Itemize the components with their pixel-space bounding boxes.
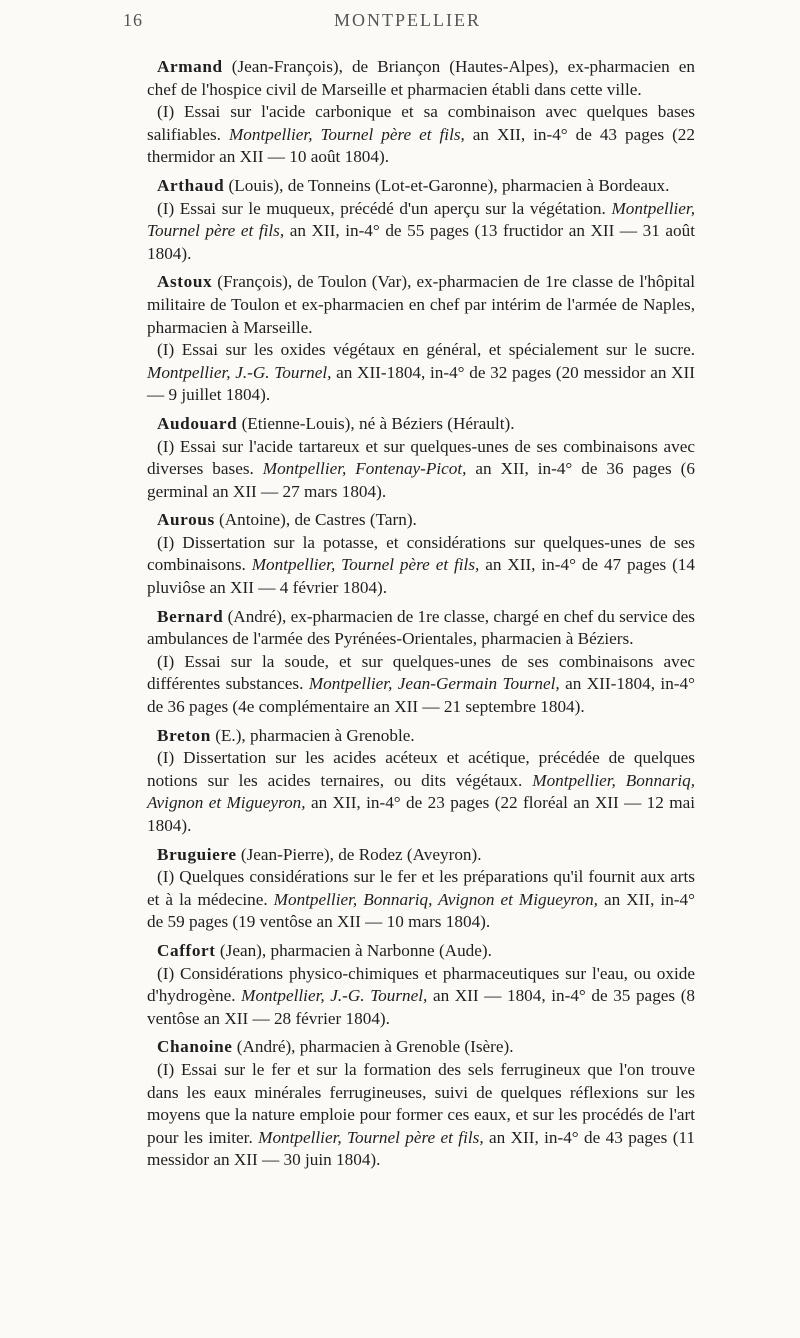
page-number: 16 — [123, 10, 143, 30]
entry — [147, 844, 695, 934]
entry-heading — [147, 844, 695, 867]
work-details: an XII, in-4° de 43 pages (11 messidor an XII — 30 juin 1804). — [147, 1127, 695, 1170]
entry — [147, 940, 695, 1030]
entry — [147, 509, 695, 599]
author-description: (Etienne-Louis), né à Béziers (Hérault). — [237, 413, 515, 433]
work-details: an XII, in-4° de 47 pages (14 pluviôse an XII — 4 février 1804). — [147, 555, 695, 598]
work-imprint: Montpellier, Tournel père et fils, — [228, 124, 465, 144]
work-title: (I) Quelques considérations sur le fer et les préparations qu'il fournit aux arts et à la médecine. — [147, 867, 695, 909]
work-details: an XII, in-4° de 43 pages (22 thermidor an XII — 10 août 1804). — [147, 124, 695, 167]
author-name: Caffort — [157, 940, 216, 960]
entry — [147, 725, 695, 838]
work-imprint: Montpellier, J.-G. Tournel, — [241, 986, 428, 1006]
work-imprint: Montpellier, Jean-Germain Tournel, — [308, 674, 560, 694]
entry-heading — [147, 56, 695, 101]
entry-heading — [147, 509, 695, 532]
entry-heading — [147, 413, 695, 436]
work-citation — [147, 866, 695, 934]
work-citation — [147, 532, 695, 600]
work-details: an XII — 1804, in-4° de 35 pages (8 ventôse an XII — 28 février 1804). — [147, 986, 696, 1028]
work-title: (I) Essai sur l'acide tartareux et sur quelques-unes de ses combinaisons avec diverses bases. — [147, 436, 695, 479]
entry-heading — [147, 271, 695, 339]
author-name: Bernard — [157, 606, 224, 626]
entry — [147, 56, 695, 169]
work-title: (I) Essai sur l'acide carbonique et sa combinaison avec quelques bases salifiables. — [147, 102, 695, 144]
work-title: (I) Dissertation sur la potasse, et considérations sur quelques-unes de ses combinaisons. — [147, 532, 695, 575]
author-description: (E.), pharmacien à Grenoble. — [210, 725, 415, 745]
author-name: Bruguiere — [157, 844, 237, 864]
work-details: an XII, in-4° de 55 pages (13 fructidor an XII — 31 août 1804). — [147, 221, 695, 263]
entries-list — [147, 56, 695, 1178]
work-title: (I) Dissertation sur les acides acéteux et acétique, précédée de quelques notions sur les acides ternaires, ou dits végétaux. — [147, 748, 695, 790]
author-description: (Antoine), de Castres (Tarn). — [214, 510, 417, 530]
work-citation — [147, 747, 695, 837]
work-citation — [147, 963, 695, 1031]
work-imprint: Montpellier, Tournel père et fils, — [147, 198, 695, 241]
entry-heading — [147, 940, 695, 963]
author-name: Audouard — [157, 413, 238, 433]
author-description: (André), ex-pharmacien de 1re classe, chargé en chef du service des ambulances de l'armée des Pyrénées-Orientales, pharmacien à Béziers. — [147, 606, 695, 649]
work-details: an XII, in-4° de 23 pages (22 floréal an XII — 12 mai 1804). — [147, 793, 695, 835]
entry — [147, 413, 695, 503]
author-name: Aurous — [157, 510, 215, 530]
work-imprint: Montpellier, Fontenay-Picot, — [262, 459, 467, 479]
work-imprint: Montpellier, Tournel père et fils, — [258, 1127, 484, 1147]
work-title: (I) Essai sur la soude, et sur quelques-unes de ses combinaisons avec différentes substances. — [147, 651, 695, 694]
work-citation — [147, 651, 695, 719]
work-details: an XII, in-4° de 59 pages (19 ventôse an XII — 10 mars 1804). — [147, 889, 695, 932]
work-title: (I) Essai sur le muqueux, précédé d'un aperçu sur la végétation. — [157, 198, 612, 218]
author-name: Breton — [157, 725, 211, 745]
author-name: Astoux — [157, 272, 213, 292]
work-citation — [147, 1059, 695, 1172]
author-description: (Jean-Pierre), de Rodez (Aveyron). — [236, 844, 482, 864]
running-title: MONTPELLIER — [334, 10, 481, 30]
work-details: an XII-1804, in-4° de 32 pages (20 messidor an XII — 9 juillet 1804). — [147, 362, 695, 405]
work-title: (I) Considérations physico-chimiques et pharmaceutiques sur l'eau, ou oxide d'hydrogène. — [147, 963, 695, 1006]
entry-heading — [147, 606, 695, 651]
work-imprint: Montpellier, Bonnariq, Avignon et Migueyron, — [273, 889, 598, 909]
entry — [147, 1036, 695, 1172]
work-citation — [147, 436, 695, 504]
entry-heading — [147, 725, 695, 748]
work-details: an XII, in-4° de 36 pages (6 germinal an XII — 27 mars 1804). — [147, 459, 695, 501]
work-citation — [147, 339, 695, 407]
work-citation — [147, 198, 695, 266]
work-imprint: Montpellier, J.-G. Tournel, — [147, 362, 332, 382]
entry — [147, 606, 695, 719]
author-description: (François), de Toulon (Var), ex-pharmacien de 1re classe de l'hôpital militaire de Toulon et ex-pharmacien en chef par intérim de l'armée de Naples, pharmacien à Marseille. — [147, 272, 695, 337]
work-imprint: Montpellier, Tournel père et fils, — [251, 555, 480, 575]
work-title: (I) Essai sur le fer et sur la formation des sels ferrugineux que l'on trouve dans les eaux minérales ferrugineuses, suivi de quelques réflexions sur les moyens que la nature emploie pour former ces eaux, et sur les procédés de l'art pour les imiter. — [147, 1059, 695, 1147]
work-citation — [147, 101, 695, 169]
entry-heading — [147, 1036, 695, 1059]
work-details: an XII-1804, in-4° de 36 pages (4e complémentaire an XII — 21 septembre 1804). — [147, 674, 695, 717]
author-name: Armand — [157, 57, 223, 76]
author-name: Arthaud — [157, 175, 225, 195]
entry — [147, 175, 695, 265]
author-description: (Jean-François), de Briançon (Hautes-Alpes), ex-pharmacien en chef de l'hospice civil de Marseille et pharmacien établi dans cette ville. — [147, 57, 695, 99]
author-description: (André), pharmacien à Grenoble (Isère). — [232, 1037, 514, 1057]
work-title: (I) Essai sur les oxides végétaux en général, et spécialement sur le sucre. — [157, 340, 695, 360]
author-name: Chanoine — [157, 1037, 233, 1057]
author-description: (Louis), de Tonneins (Lot-et-Garonne), pharmacien à Bordeaux. — [224, 175, 670, 195]
work-imprint: Montpellier, Bonnariq, Avignon et Migueyron, — [147, 770, 696, 813]
entry-heading — [147, 175, 695, 198]
author-description: (Jean), pharmacien à Narbonne (Aude). — [215, 940, 492, 960]
running-head — [123, 10, 692, 36]
entry — [147, 271, 695, 407]
